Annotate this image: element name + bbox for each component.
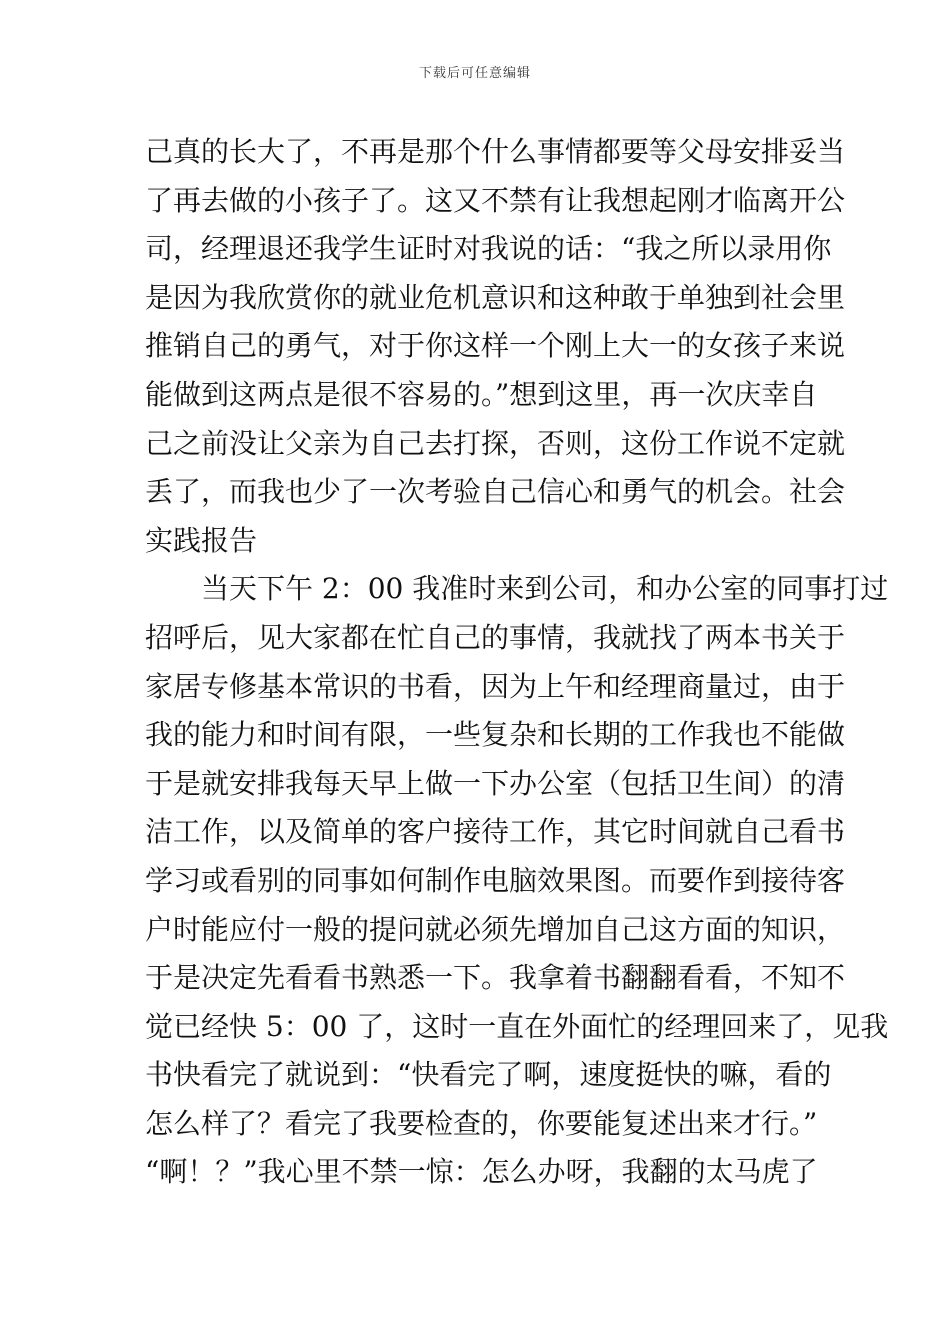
text-line: 于是决定先看看书熟悉一下。我拿着书翻翻看看，不知不 <box>145 961 846 995</box>
text-line: 丢了，而我也少了一次考验自己信心和勇气的机会。社会 <box>145 475 846 509</box>
page-header: 下载后可任意编辑 <box>418 66 531 81</box>
text-line: 司，经理退还我学生证时对我说的话：“我之所以录用你 <box>145 232 832 266</box>
text-line: 己真的长大了，不再是那个什么事情都要等父母安排妥当 <box>145 135 846 168</box>
text-line: 当天下午 2：00 我准时来到公司，和办公室的同事打过 <box>145 572 889 606</box>
text-line: 怎么样了？看完了我要检查的，你要能复述出来才行。” <box>145 1106 818 1140</box>
text-line: 推销自己的勇气，对于你这样一个刚上大一的女孩子来说 <box>145 329 846 363</box>
text-line: 于是就安排我每天早上做一下办公室（包括卫生间）的清 <box>145 766 846 800</box>
text-line: 是因为我欣赏你的就业危机意识和这种敢于单独到社会里 <box>145 280 846 314</box>
text-line: 户时能应付一般的提问就必须先增加自己这方面的知识， <box>145 912 846 946</box>
text-line: 家居专修基本常识的书看，因为上午和经理商量过，由于 <box>145 669 846 703</box>
text-line: 洁工作，以及简单的客户接待工作，其它时间就自己看书 <box>145 815 846 849</box>
text-line: 学习或看别的同事如何制作电脑效果图。而要作到接待客 <box>145 863 846 897</box>
text-line: 实践报告 <box>145 523 258 557</box>
text-line: 己之前没让父亲为自己去打探，否则，这份工作说不定就 <box>145 426 846 460</box>
text-line: 能做到这两点是很不容易的。”想到这里，再一次庆幸自 <box>145 377 818 411</box>
text-line: “啊！？”我心里不禁一惊：怎么办呀，我翻的太马虎了 <box>145 1155 818 1189</box>
text-line: 书快看完了就说到：“快看完了啊，速度挺快的嘛，看的 <box>145 1058 832 1092</box>
body-text <box>145 128 889 1197</box>
text-line: 了再去做的小孩子了。这又不禁有让我想起刚才临离开公 <box>145 183 846 217</box>
text-line: 我的能力和时间有限，一些复杂和长期的工作我也不能做 <box>145 718 846 752</box>
text-line: 招呼后，见大家都在忙自己的事情，我就找了两本书关于 <box>145 620 846 654</box>
text-line: 觉已经快 5：00 了，这时一直在外面忙的经理回来了，见我 <box>145 1009 889 1043</box>
